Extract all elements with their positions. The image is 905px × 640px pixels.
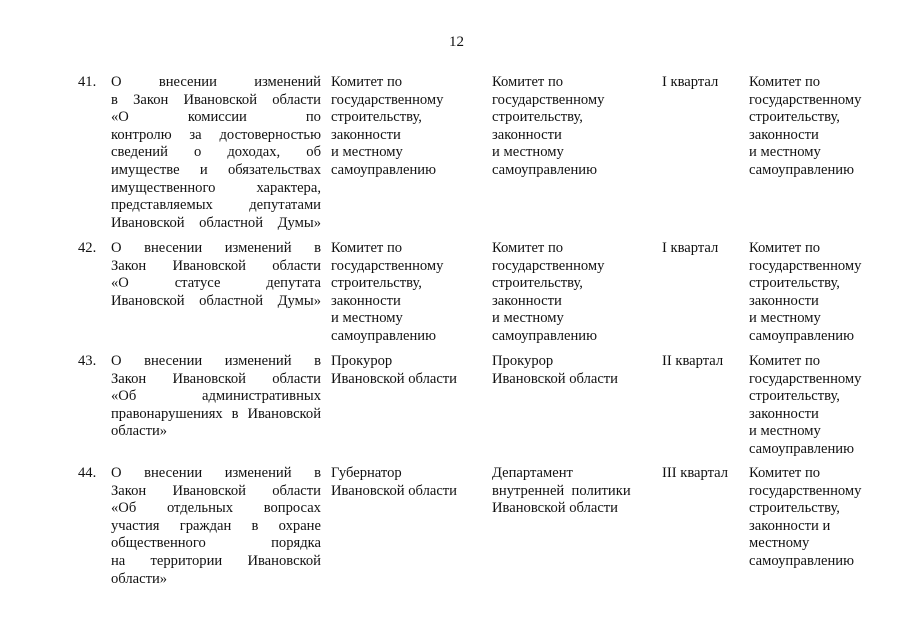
law-title-line: имущественного характера, <box>111 179 321 196</box>
responsible-cell: Комитет по государственному строительству, законности и местному самоуправлению <box>492 74 605 178</box>
term-cell: III квартал <box>662 465 729 481</box>
page-number: 12 <box>449 34 464 50</box>
law-title-line: области» <box>111 570 168 587</box>
law-title-line: представляемых депутатами <box>111 197 321 214</box>
row-number: 41. <box>78 74 97 90</box>
law-title-line: О внесении изменений в <box>111 353 321 369</box>
term-cell: I квартал <box>662 240 719 256</box>
law-title-line: контролю за достоверностью <box>111 126 321 143</box>
row-number: 43. <box>78 353 97 369</box>
responsible-cell: Департамент внутренней политики Ивановской области <box>492 465 631 517</box>
initiator-cell: Губернатор Ивановской области <box>331 465 457 499</box>
term-cell: II квартал <box>662 353 724 369</box>
committee-cell: Комитет по государственному строительству, законности и местному самоуправлению <box>749 353 862 457</box>
committee-cell: Комитет по государственному строительству, законности и местному самоуправлению <box>749 240 862 344</box>
law-title <box>111 353 321 441</box>
row-number: 42. <box>78 240 97 256</box>
law-title-line: на территории Ивановской <box>111 552 321 569</box>
law-title-line: О внесении изменений в <box>111 240 321 256</box>
law-title-line: в Закон Ивановской области <box>111 91 321 108</box>
law-title-line: правонарушениях в Ивановской <box>111 405 321 422</box>
law-title <box>111 240 321 310</box>
law-title-line: «Об отдельных вопросах <box>111 500 321 517</box>
responsible-cell: Прокурор Ивановской области <box>492 353 618 387</box>
initiator-cell: Прокурор Ивановской области <box>331 353 457 387</box>
law-title-line: Закон Ивановской области <box>111 482 321 499</box>
law-title-line: О внесении изменений <box>111 74 321 90</box>
law-title-line: сведений о доходах, об <box>111 144 321 161</box>
law-title-line: имуществе и обязательствах <box>111 161 321 178</box>
term-cell: I квартал <box>662 74 719 90</box>
law-title-line: О внесении изменений в <box>111 465 321 481</box>
law-title-line: Ивановской областной Думы» <box>111 214 321 231</box>
committee-cell: Комитет по государственному строительству, законности и местному самоуправлению <box>749 74 862 178</box>
law-title-line: Ивановской областной Думы» <box>111 292 321 309</box>
law-title-line: Закон Ивановской области <box>111 370 321 387</box>
law-title-line: участия граждан в охране <box>111 517 321 534</box>
law-title-line: «О статусе депутата <box>111 275 321 292</box>
row-number: 44. <box>78 465 97 481</box>
initiator-cell: Комитет по государственному строительству, законности и местному самоуправлению <box>331 240 444 344</box>
responsible-cell: Комитет по государственному строительству, законности и местному самоуправлению <box>492 240 605 344</box>
law-title-line: общественного порядка <box>111 535 321 552</box>
law-title-line: области» <box>111 423 168 440</box>
committee-cell: Комитет по государственному строительству, законности и местному самоуправлению <box>749 465 862 569</box>
law-title-line: Закон Ивановской области <box>111 257 321 274</box>
law-title-line: «О комиссии по <box>111 109 321 126</box>
initiator-cell: Комитет по государственному строительству, законности и местному самоуправлению <box>331 74 444 178</box>
law-title <box>111 74 321 232</box>
law-title-line: «Об административных <box>111 388 321 405</box>
law-title <box>111 465 321 588</box>
